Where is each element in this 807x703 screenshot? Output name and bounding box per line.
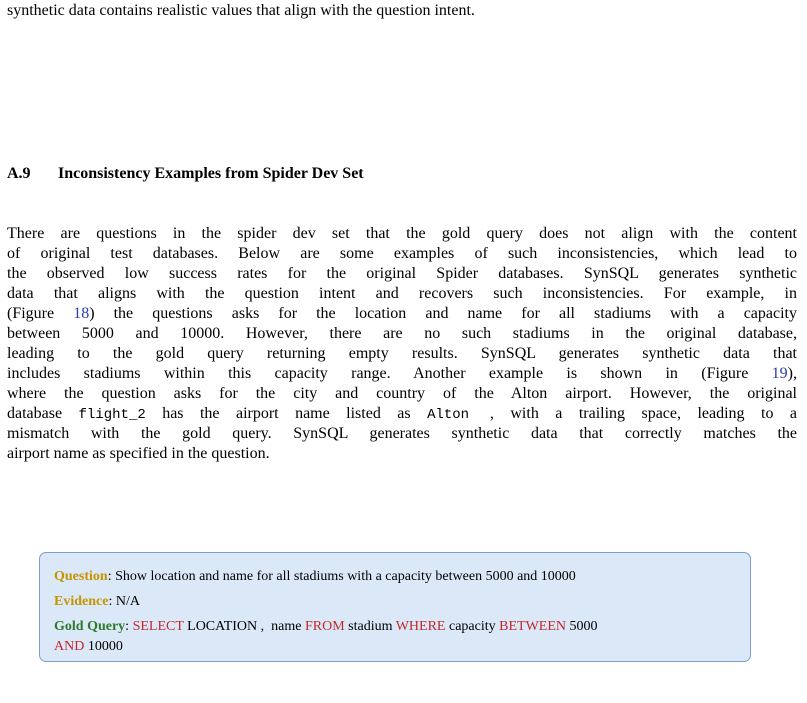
- sql-lower-bound: 5000: [566, 619, 598, 634]
- paragraph-line: [7, 304, 797, 324]
- evidence-row: [54, 592, 736, 612]
- database-name-code: flight_2: [78, 407, 146, 423]
- section-number: A.9: [7, 165, 31, 182]
- sql-keyword-between: BETWEEN: [499, 619, 566, 634]
- text-run: includes stadiums within this capacity range. Another example is shown in (Figure: [7, 365, 772, 382]
- text-run: ) the questions asks for the location and name for all stadiums with a capacity: [89, 305, 798, 322]
- sql-table: stadium: [344, 619, 396, 634]
- sql-columns: LOCATION , name: [183, 619, 305, 634]
- sql-keyword-select: SELECT: [132, 619, 184, 634]
- gold-query-row: [54, 617, 736, 657]
- question-label: Question: [54, 569, 108, 584]
- text-run: database: [7, 405, 79, 422]
- text-run: has the airport name listed as: [145, 405, 428, 422]
- gold-query-separator: :: [125, 619, 133, 634]
- evidence-label: Evidence: [54, 594, 109, 609]
- paragraph-line: where the question asks for the city and country of the Alton airport. However, the original: [7, 385, 797, 402]
- section-title: Inconsistency Examples from Spider Dev Set: [58, 165, 364, 182]
- paragraph-line: between 5000 and 10000. However, there are no such stadiums in the original database,: [7, 325, 797, 342]
- paragraph-line: the observed low success rates for the original Spider databases. SynSQL generates synthetic: [7, 265, 797, 282]
- evidence-text: : N/A: [108, 594, 140, 609]
- figure-reference-link[interactable]: 18: [73, 305, 90, 322]
- text-run: , with a trailing space, leading to a: [489, 405, 797, 422]
- figure-reference-link[interactable]: 19: [771, 365, 788, 382]
- airport-value-code: Alton: [427, 407, 490, 423]
- sql-keyword-from: FROM: [304, 619, 345, 634]
- text-run: (Figure: [7, 305, 74, 322]
- paragraph-line: airport name as specified in the question.: [7, 445, 270, 462]
- example-box: [39, 552, 751, 662]
- sql-upper-bound: 10000: [84, 639, 123, 654]
- sql-keyword-and: AND: [54, 639, 85, 654]
- text-run: ),: [787, 365, 797, 382]
- gold-query-label: Gold Query: [54, 619, 126, 634]
- paragraph-line: of original test databases. Below are some examples of such inconsistencies, which lead to: [7, 245, 797, 262]
- paragraph-line: data that aligns with the question intent and recovers such inconsistencies. For example, in: [7, 285, 797, 302]
- question-text: : Show location and name for all stadiums with a capacity between 5000 and 10000: [107, 569, 576, 584]
- body-paragraph: [7, 224, 797, 464]
- question-row: [54, 567, 736, 587]
- paragraph-line: mismatch with the gold query. SynSQL generates synthetic data that correctly matches the: [7, 425, 797, 442]
- paragraph-line: [7, 404, 797, 424]
- paragraph-line: [7, 364, 797, 384]
- preceding-text-line: synthetic data contains realistic values that align with the question intent.: [7, 2, 475, 19]
- paragraph-line: There are questions in the spider dev set that the gold query does not align with the content: [7, 225, 797, 242]
- sql-keyword-where: WHERE: [395, 619, 446, 634]
- paragraph-line: leading to the gold query returning empty results. SynSQL generates synthetic data that: [7, 345, 797, 362]
- sql-condition: capacity: [445, 619, 500, 634]
- section-heading: [7, 163, 364, 185]
